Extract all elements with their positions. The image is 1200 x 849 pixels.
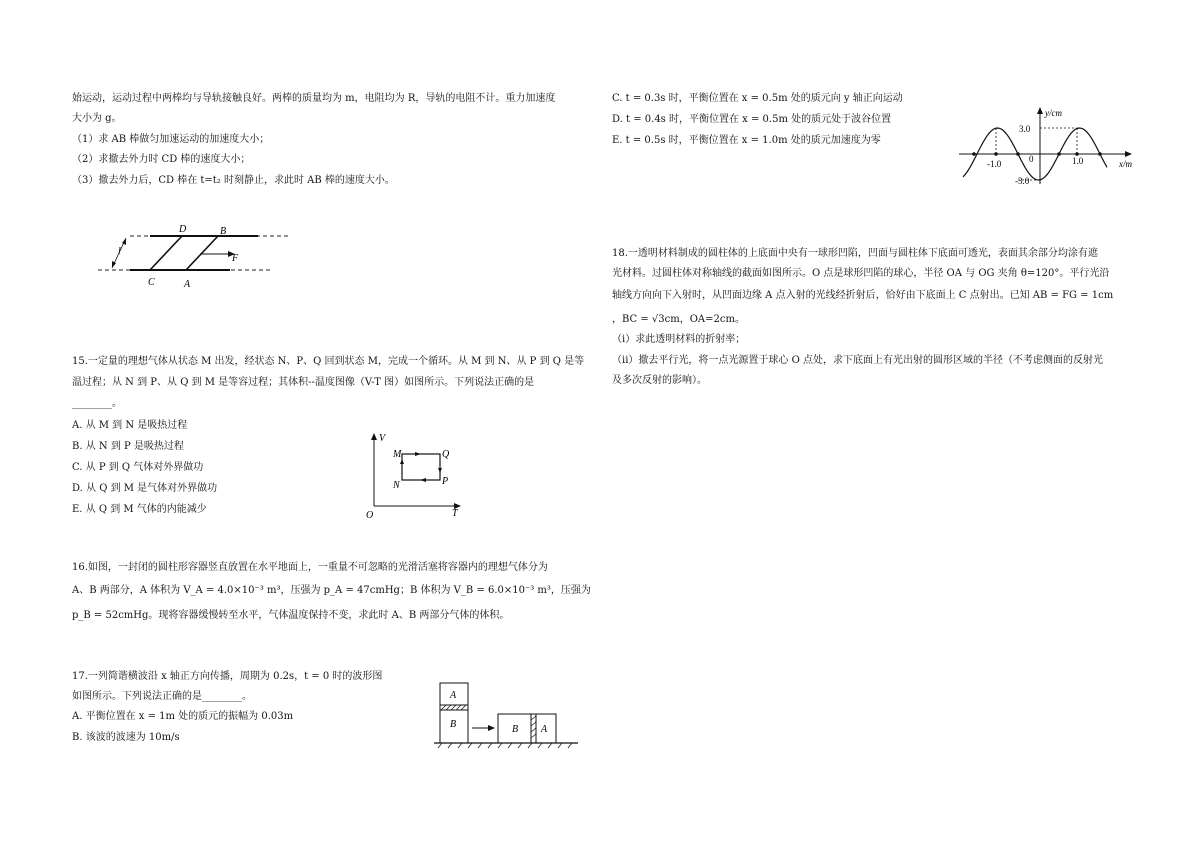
- label-B: B: [220, 226, 227, 237]
- wave-x-label: x/m: [1119, 159, 1132, 169]
- container-diagram: [432, 680, 582, 750]
- point-P: P: [442, 476, 449, 487]
- q15-line-3: ________。: [72, 398, 122, 409]
- horizontal-label-B: B: [512, 724, 519, 735]
- q15-option-e: E. 从 Q 到 M 气体的内能减少: [72, 504, 207, 515]
- q18-line-3: 轴线方向向下入射时，从凹面边缘 A 点入射的光线经折射后，恰好由下底面上 C 点射出。已知 AB = FG = 1cm: [612, 290, 1114, 301]
- point-M: M: [393, 449, 402, 460]
- label-A: A: [184, 279, 191, 290]
- q14-part-3: （3）撤去外力后，CD 棒在 t=t₂ 时刻静止，求此时 AB 棒的速度大小。: [72, 175, 395, 186]
- q17-option-a: A. 平衡位置在 x = 1m 处的质元的振幅为 0.03m: [72, 711, 294, 722]
- wave-y-pos-tick: 3.0: [1019, 124, 1031, 134]
- q17-option-c: C. t = 0.3s 时，平衡位置在 x = 0.5m 处的质元向 y 轴正向运动: [612, 93, 903, 104]
- label-D: D: [179, 224, 187, 235]
- q18-line-4: ，BC = √3cm，OA=2cm。: [612, 314, 745, 325]
- wave-y-neg-tick: -3.0: [1015, 176, 1030, 186]
- q17-line-1: 17.一列简谐横波沿 x 轴正方向传播，周期为 0.2s，t = 0 时的波形图: [72, 671, 383, 682]
- q14-line-2: 大小为 g。: [72, 113, 122, 124]
- q17-option-b: B. 该波的波速为 10m/s: [72, 732, 180, 743]
- point-Q: Q: [442, 449, 450, 460]
- q18-part-ii-cont: 及多次反射的影响）。: [612, 375, 707, 386]
- q17-option-e: E. t = 0.5s 时，平衡位置在 x = 1.0m 处的质元加速度为零: [612, 135, 881, 146]
- wave-x-pos-tick: 1.0: [1072, 156, 1084, 166]
- q14-part-1: （1）求 AB 棒做匀加速运动的加速度大小；: [72, 134, 270, 145]
- q15-line-2: 温过程；从 N 到 P、从 Q 到 M 是等容过程；其体积--温度图像（V-T 图）如图所示。下列说法正确的是: [72, 377, 535, 388]
- q15-option-a: A. 从 M 到 N 是吸热过程: [72, 420, 188, 431]
- q16-line-1: 16.如图，一封闭的圆柱形容器竖直放置在水平地面上，一重量不可忽略的光滑活塞将容器内的理想气体分为: [72, 562, 548, 573]
- q16-line-3: p_B = 52cmHg。现将容器缓慢转至水平，气体温度保持不变，求此时 A、B 两部分气体的体积。: [72, 610, 510, 621]
- q14-part-2: （2）求撤去外力时 CD 棒的速度大小；: [72, 154, 251, 165]
- vertical-label-B: B: [450, 719, 457, 730]
- label-F: F: [232, 253, 239, 264]
- q17-line-2: 如图所示。下列说法正确的是________。: [72, 691, 252, 702]
- point-N: N: [393, 480, 400, 491]
- label-l: l: [118, 246, 121, 257]
- wave-x-zero-tick: 0: [1029, 154, 1034, 164]
- origin-label: O: [366, 510, 374, 520]
- axis-v-label: V: [379, 433, 386, 444]
- q15-line-1: 15.一定量的理想气体从状态 M 出发，经状态 N、P、Q 回到状态 M，完成一个循环。从 M 到 N、从 P 到 Q 是等: [72, 356, 585, 367]
- axis-t-label: T: [452, 508, 458, 519]
- rails-diagram: [90, 218, 300, 293]
- wave-graph: [955, 104, 1145, 188]
- q14-line-1: 始运动，运动过程中两棒均与导轨接触良好。两棒的质量均为 m，电阻均为 R，导轨的电阻不计。重力加速度: [72, 93, 556, 104]
- horizontal-label-A: A: [541, 724, 548, 735]
- q18-line-2: 光材料。过圆柱体对称轴线的截面如图所示。O 点是球形凹陷的球心，半径 OA 与 OG 夹角 θ=120°。平行光沿: [612, 268, 1110, 279]
- label-C: C: [148, 277, 155, 288]
- q17-option-d: D. t = 0.4s 时，平衡位置在 x = 0.5m 处的质元处于波谷位置: [612, 114, 892, 125]
- q15-option-d: D. 从 Q 到 M 是气体对外界做功: [72, 483, 218, 494]
- vt-diagram: [360, 428, 470, 520]
- q18-line-1: 18.一透明材料制成的圆柱体的上底面中央有一球形凹陷，凹面与圆柱体下底面可透光，表面其余部分均涂有遮: [612, 248, 1098, 259]
- q16-line-2: A、B 两部分，A 体积为 V_A = 4.0×10⁻³ m³，压强为 p_A = 47cmHg；B 体积为 V_B = 6.0×10⁻³ m³，压强为: [72, 585, 591, 596]
- wave-y-label: y/cm: [1045, 108, 1062, 118]
- wave-x-neg-tick: -1.0: [987, 159, 1002, 169]
- q15-option-c: C. 从 P 到 Q 气体对外界做功: [72, 462, 204, 473]
- q18-part-ii: （ii）撤去平行光，将一点光源置于球心 O 点处，求下底面上有光出射的圆形区域的半径（不考虑侧面的反射光: [612, 355, 1103, 366]
- q15-option-b: B. 从 N 到 P 是吸热过程: [72, 441, 184, 452]
- q18-part-i: （i）求此透明材料的折射率；: [612, 334, 746, 345]
- vertical-label-A: A: [450, 690, 457, 701]
